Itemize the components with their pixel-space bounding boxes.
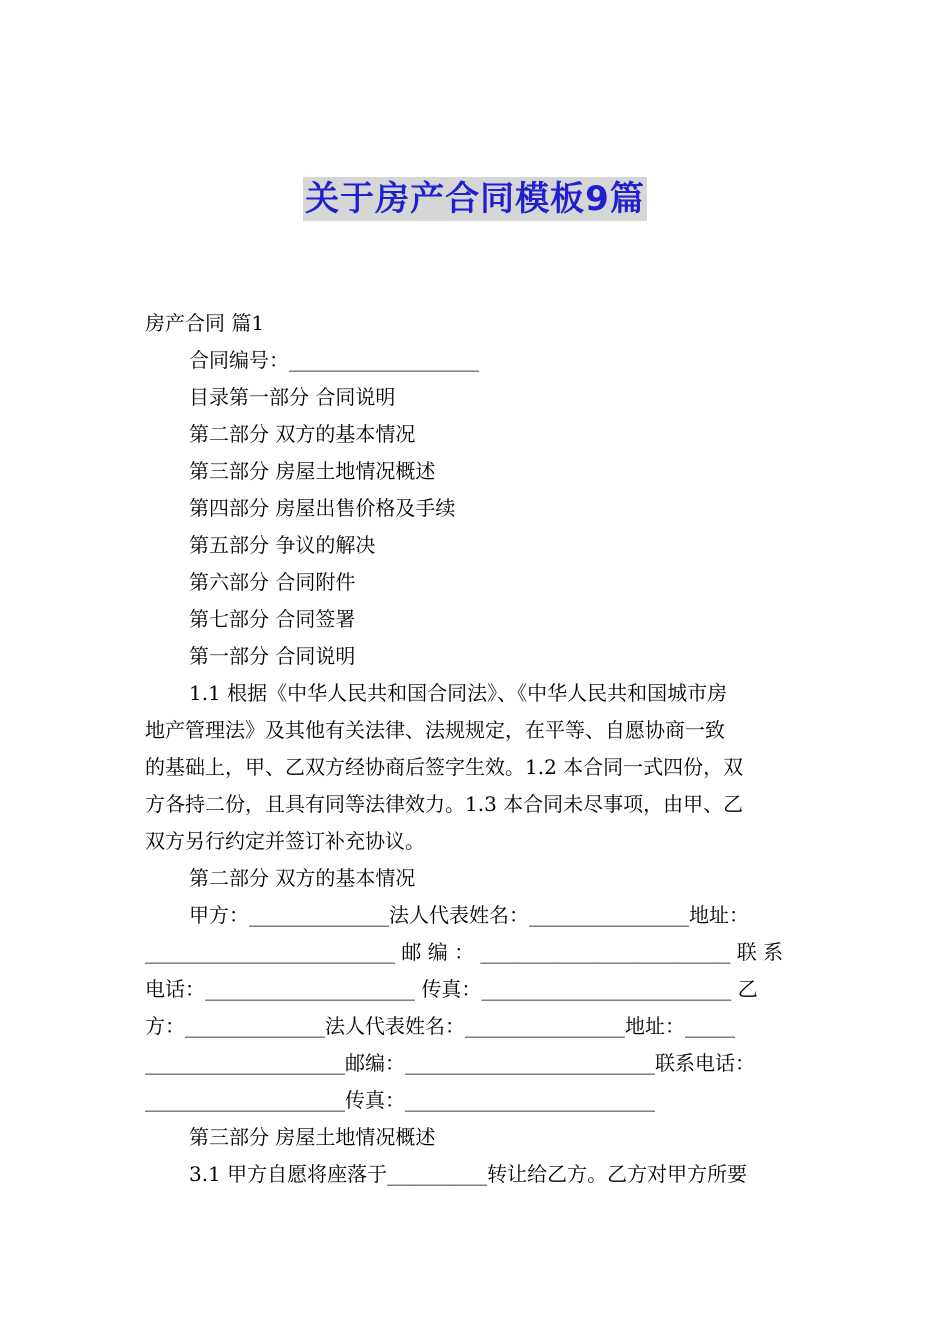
title-container bbox=[0, 177, 950, 221]
toc-item: 第六部分 合同附件 bbox=[189, 570, 356, 594]
document-title: 关于房产合同模板9篇 bbox=[305, 179, 645, 219]
contract-number-line: 合同编号：___________________ bbox=[189, 348, 479, 372]
document-body bbox=[145, 305, 807, 1193]
party-info-line: 方：______________法人代表姓名：________________地址：_____ bbox=[145, 1014, 735, 1038]
toc-item: 第二部分 双方的基本情况 bbox=[189, 422, 416, 446]
section-heading: 房产合同 篇1 bbox=[145, 311, 265, 335]
toc-item: 第五部分 争议的解决 bbox=[189, 533, 376, 557]
toc-item: 第七部分 合同签署 bbox=[189, 607, 356, 631]
party-info-line: 电话：_____________________ 传真：_________________________ 乙 bbox=[145, 977, 758, 1001]
toc-item: 目录第一部分 合同说明 bbox=[189, 385, 396, 409]
party-info-line: 甲方：______________法人代表姓名：________________地址： bbox=[189, 903, 749, 927]
party-info-line: ____________________邮编：_________________________联系电话： bbox=[145, 1051, 755, 1075]
part1-text-line: 双方另行约定并签订补充协议。 bbox=[145, 829, 425, 853]
part1-text-line: 1.1 根据《中华人民共和国合同法》、《中华人民共和国城市房 bbox=[189, 681, 728, 705]
party-info-line: ____________________传真：_________________________ bbox=[145, 1088, 655, 1112]
part1-text-line: 地产管理法》及其他有关法律、法规规定，在平等、自愿协商一致 bbox=[145, 718, 725, 742]
toc-item: 第三部分 房屋土地情况概述 bbox=[189, 459, 436, 483]
part3-heading: 第三部分 房屋土地情况概述 bbox=[189, 1125, 436, 1149]
part1-text-line: 的基础上，甲、乙双方经协商后签字生效。1.2 本合同一式四份，双 bbox=[145, 755, 744, 779]
part3-text-line: 3.1 甲方自愿将座落于__________转让给乙方。乙方对甲方所要 bbox=[189, 1162, 748, 1186]
part1-heading: 第一部分 合同说明 bbox=[189, 644, 356, 668]
toc-item: 第四部分 房屋出售价格及手续 bbox=[189, 496, 456, 520]
party-info-line: _________________________ 邮 编 ： _________________________ 联 系 bbox=[145, 940, 784, 964]
part1-text-line: 方各持二份，且具有同等法律效力。1.3 本合同未尽事项，由甲、乙 bbox=[145, 792, 744, 816]
part2-heading: 第二部分 双方的基本情况 bbox=[189, 866, 416, 890]
